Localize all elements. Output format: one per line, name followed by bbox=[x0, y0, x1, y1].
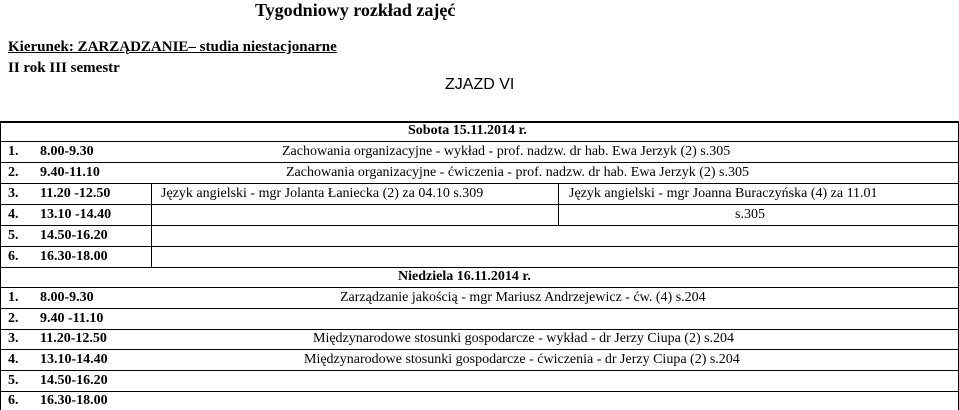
class-room: s.305 bbox=[735, 207, 765, 222]
slot-number: 5. bbox=[8, 228, 19, 243]
saturday-header: Sobota 15.11.2014 r. bbox=[408, 123, 527, 138]
row-divider bbox=[0, 391, 959, 392]
slot-number: 6. bbox=[8, 393, 19, 408]
sunday-header: Niedziela 16.11.2014 r. bbox=[398, 269, 531, 284]
row-divider bbox=[0, 225, 959, 226]
class-entry: Język angielski - mgr Jolanta Łaniecka (2) za 04.10 s.309 bbox=[161, 186, 484, 201]
slot-time: 8.00-9.30 bbox=[40, 290, 94, 305]
slot-time: 8.00-9.30 bbox=[40, 144, 94, 159]
slot-number: 4. bbox=[8, 352, 19, 367]
row-divider bbox=[0, 183, 959, 184]
row-divider bbox=[0, 141, 959, 142]
column-divider bbox=[151, 183, 152, 267]
slot-number: 2. bbox=[8, 165, 19, 180]
slot-number: 1. bbox=[8, 144, 19, 159]
row-divider bbox=[0, 246, 959, 247]
session-label: ZJAZD VI bbox=[445, 76, 515, 93]
slot-time: 9.40 -11.10 bbox=[40, 311, 104, 326]
slot-number: 3. bbox=[8, 186, 19, 201]
slot-time: 16.30-18.00 bbox=[40, 393, 108, 408]
class-entry: Zachowania organizacyjne - wykład - prof. nadzw. dr hab. Ewa Jerzyk (2) s.305 bbox=[282, 144, 731, 159]
slot-time: 11.20 -12.50 bbox=[40, 186, 111, 201]
row-divider bbox=[0, 204, 959, 205]
slot-time: 14.50-16.20 bbox=[40, 373, 108, 388]
row-divider bbox=[0, 370, 959, 371]
slot-time: 13.10-14.40 bbox=[40, 352, 108, 367]
slot-time: 11.20-12.50 bbox=[40, 331, 107, 346]
slot-time: 13.10 -14.40 bbox=[40, 207, 112, 222]
table-left-border bbox=[0, 121, 1, 410]
class-entry: Zachowania organizacyjne - ćwiczenia - prof. nadzw. dr hab. Ewa Jerzyk (2) s.305 bbox=[286, 165, 749, 180]
slot-number: 6. bbox=[8, 249, 19, 264]
row-divider bbox=[0, 349, 959, 350]
schedule-title: Tygodniowy rozkład zajęć bbox=[255, 0, 456, 20]
slot-number: 2. bbox=[8, 311, 19, 326]
row-divider bbox=[0, 287, 959, 288]
column-divider bbox=[558, 183, 559, 225]
class-entry: Zarządzanie jakością - mgr Mariusz Andrzejewicz - ćw. (4) s.204 bbox=[340, 290, 706, 305]
slot-number: 5. bbox=[8, 373, 19, 388]
class-entry: Język angielski - mgr Joanna Buraczyńska (4) za 11.01 bbox=[569, 186, 878, 201]
class-entry: Międzynarodowe stosunki gospodarcze - ćwiczenia - dr Jerzy Ciupa (2) s.204 bbox=[304, 352, 740, 367]
slot-number: 4. bbox=[8, 207, 19, 222]
slot-time: 9.40-11.10 bbox=[40, 165, 100, 180]
row-divider bbox=[0, 162, 959, 163]
slot-number: 1. bbox=[8, 290, 19, 305]
row-divider bbox=[0, 329, 959, 330]
row-divider bbox=[0, 267, 959, 268]
slot-number: 3. bbox=[8, 331, 19, 346]
slot-time: 16.30-18.00 bbox=[40, 249, 108, 264]
class-entry: Międzynarodowe stosunki gospodarcze - wykład - dr Jerzy Ciupa (2) s.204 bbox=[313, 331, 735, 346]
program-name: Kierunek: ZARZĄDZANIE– studia niestacjonarne bbox=[8, 39, 337, 55]
year-semester: II rok III semestr bbox=[8, 60, 120, 76]
row-divider bbox=[0, 308, 959, 309]
slot-time: 14.50-16.20 bbox=[40, 228, 108, 243]
